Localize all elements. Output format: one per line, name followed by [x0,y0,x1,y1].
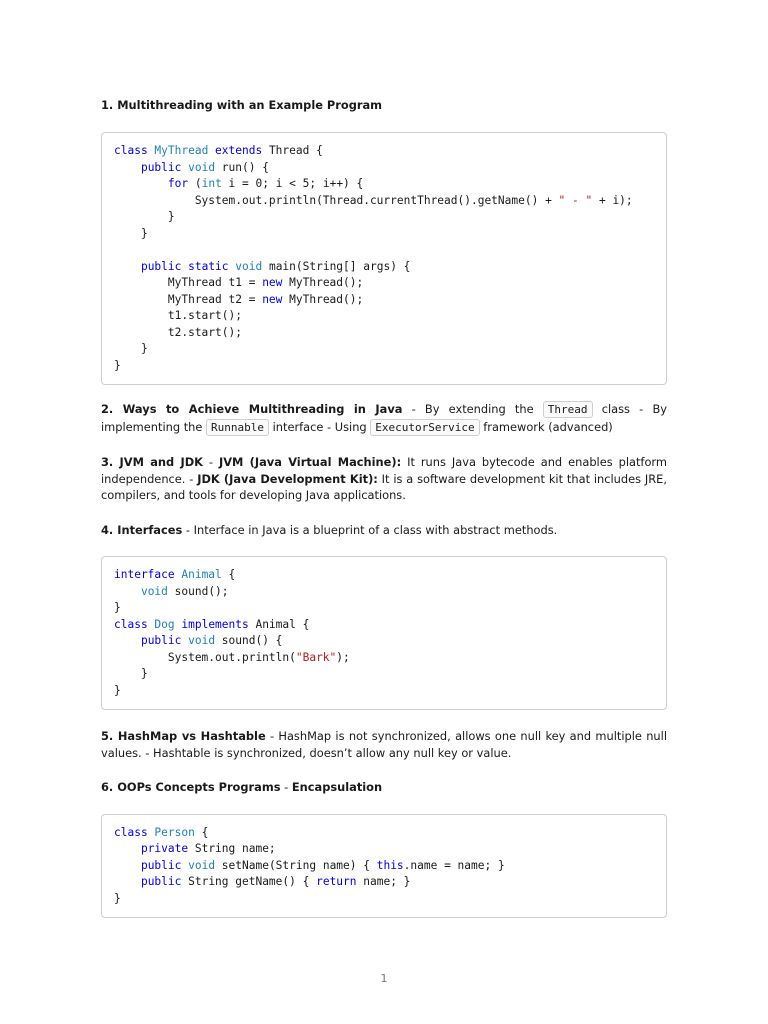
section-4-paragraph [101,522,667,539]
section-2-text-c: interface - Using [269,419,371,434]
section-2-text-b: class - By implementing the [101,402,667,434]
section-5-title: 5. HashMap vs Hashtable [101,729,266,743]
section-5-paragraph [101,728,667,761]
code-block-interfaces [101,556,667,710]
code-multithreading: class MyThread extends Thread { public void run() { for (int i = 0; i < 5; i++) { System.out.println(Thread.currentThread().getName() + " - " + i); } } public static void main(String[] args) { MyThread t1 = new MyThread(); MyThread t2 = new MyThread(); t1.start(); t2.start(); } } [114,144,633,372]
code-block-multithreading [101,132,667,385]
inline-code-executorservice: ExecutorService [370,419,479,436]
section-2-paragraph [101,401,667,436]
section-6-paragraph [101,779,667,796]
section-3-title: 3. JVM and JDK [101,455,203,469]
section-3-paragraph [101,454,667,504]
section-1-title: 1. Multithreading with an Example Program [101,98,383,112]
code-encapsulation: class Person { private String name; public void setName(String name) { this.name = name; } public String getName() { return name; } } [114,825,505,905]
section-2-text-a: - By extending the [402,402,543,416]
section-6-sep: - [280,780,292,794]
section-4-title: 4. Interfaces [101,522,183,537]
inline-code-thread: Thread [543,401,593,418]
section-4-text: - Interface in Java is a blueprint of a class with abstract methods. [182,522,558,537]
section-6-title: 6. OOPs Concepts Programs [101,780,281,794]
code-block-encapsulation [101,814,667,919]
section-3-sep-a: - [202,455,219,469]
document-page [101,96,667,918]
section-2-text-d: framework (advanced) [479,419,613,434]
desc-jdk: It is a software development kit that includes JRE, compilers, and tools for developing Java applications. [101,471,668,502]
desc-jvm: It runs Java bytecode and enables platform independence. - [101,455,667,486]
code-interfaces: interface Animal { void sound(); } class Dog implements Animal { public void sound() { System.out.println("Bark"); } } [114,568,350,697]
section-2-title: 2. Ways to Achieve Multithreading in Java [101,402,403,416]
term-jdk: JDK (Java Development Kit): [197,471,378,486]
inline-code-runnable: Runnable [206,419,269,436]
term-jvm: JVM (Java Virtual Machine): [218,455,402,469]
page-number: 1 [380,972,388,985]
section-6-subtitle: Encapsulation [291,780,383,794]
section-5-text: - HashMap is not synchronized, allows one null key and multiple null values. - Hashtable is synchronized, doesn’t allow any null key or value. [101,729,667,760]
